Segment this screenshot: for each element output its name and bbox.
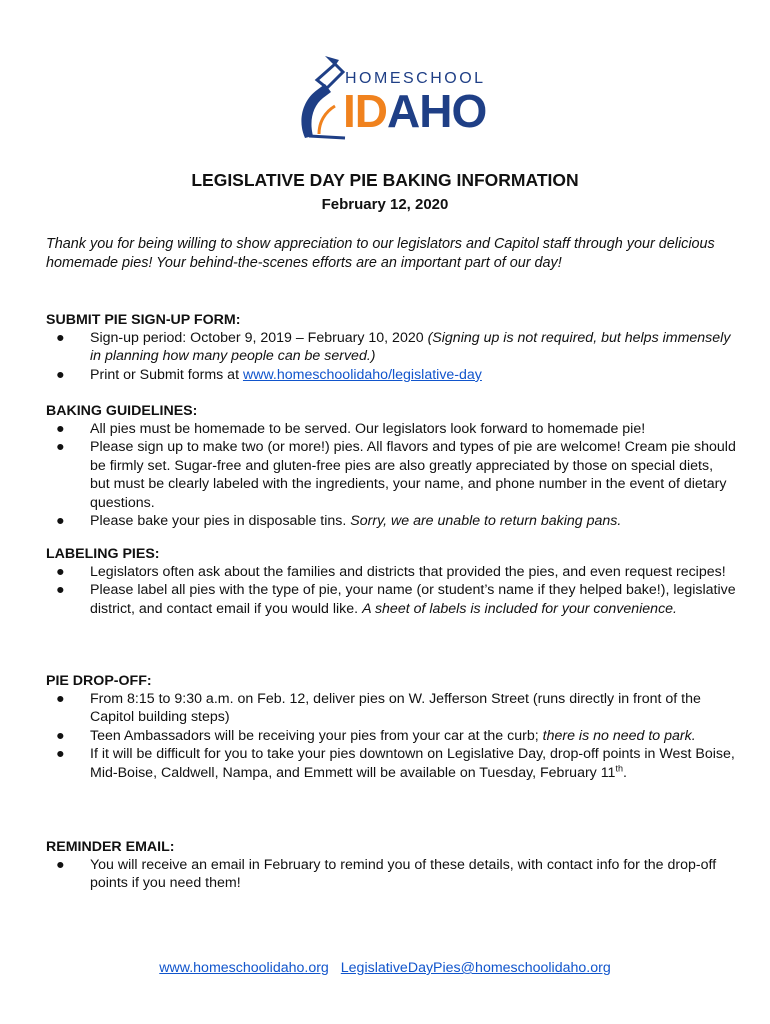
logo-top-word: HOMESCHOOL	[345, 70, 486, 87]
bullet-list	[46, 690, 736, 782]
list-item: ● Print or Submit forms at www.homeschoolidaho/legislative-day	[56, 366, 482, 383]
list-item: ● Legislators often ask about the families and districts that provided the pies, and even request recipes!	[56, 564, 726, 580]
list-item: ● If it will be difficult for you to take your pies downtown on Legislative Day, drop-off points in West Boise, Mid-Boise, Caldwell, Nampa, and Emmett will be available on Tuesday, February 11th.	[56, 746, 735, 781]
section-heading: PIE DROP-OFF:	[46, 673, 152, 689]
section-labeling	[46, 545, 736, 618]
list-item: ● Please bake your pies in disposable tins. Sorry, we are unable to return baking pans.	[56, 513, 622, 530]
bullet-list	[46, 563, 736, 618]
section-signup	[46, 311, 736, 384]
list-item: ● Sign-up period: October 9, 2019 – February 10, 2020 (Signing up is not required, but helps immensely in planning how many people can be served.)	[56, 330, 731, 365]
page-subtitle: February 12, 2020	[321, 196, 449, 213]
logo-main-word: IDAHO	[343, 85, 487, 137]
legislative-day-link[interactable]: www.homeschoolidaho/legislative-day	[242, 366, 482, 383]
bullet-list	[46, 856, 736, 893]
section-heading: LABELING PIES:	[46, 546, 160, 562]
list-item: ● All pies must be homemade to be served. Our legislators look forward to homemade pie!	[56, 421, 646, 437]
homeschool-idaho-logo	[295, 50, 487, 145]
list-item: ● From 8:15 to 9:30 a.m. on Feb. 12, deliver pies on W. Jefferson Street (runs directly in front of the Capitol building steps)	[56, 691, 701, 726]
section-heading: BAKING GUIDELINES:	[46, 403, 198, 419]
list-item: ● Please sign up to make two (or more!) pies. All flavors and types of pie are welcome! Cream pie should be firmly set. Sugar-free and gluten-free pies are also greatly appreciated by those on special diets, but must be clearly labeled with the ingredients, your name, and phone number in the event of dietary questions.	[56, 439, 736, 511]
footer	[0, 960, 770, 976]
email-link[interactable]: LegislativeDayPies@homeschoolidaho.org	[340, 960, 611, 976]
section-baking	[46, 402, 736, 530]
section-heading: SUBMIT PIE SIGN-UP FORM:	[46, 312, 241, 328]
list-item: ● Please label all pies with the type of pie, your name (or student’s name if they helped bake!), legislative district, and contact email if you would like. A sheet of labels is included for your convenience.	[56, 582, 736, 617]
list-item: ● You will receive an email in February to remind you of these details, with contact info for the drop-off points if you need them!	[56, 857, 717, 892]
list-item: ● Teen Ambassadors will be receiving your pies from your car at the curb; there is no need to park.	[56, 727, 696, 744]
bullet-list	[46, 420, 736, 530]
bullet-list	[46, 329, 736, 384]
website-link[interactable]: www.homeschoolidaho.org	[159, 960, 329, 976]
intro-paragraph: Thank you for being willing to show appreciation to our legislators and Capitol staff through your delicious homemade pies! Your behind-the-scenes efforts are an important part of our day!	[46, 236, 715, 271]
page-title: LEGISLATIVE DAY PIE BAKING INFORMATION	[191, 170, 579, 190]
section-heading: REMINDER EMAIL:	[46, 839, 175, 855]
section-dropoff	[46, 672, 736, 782]
section-reminder	[46, 838, 736, 893]
